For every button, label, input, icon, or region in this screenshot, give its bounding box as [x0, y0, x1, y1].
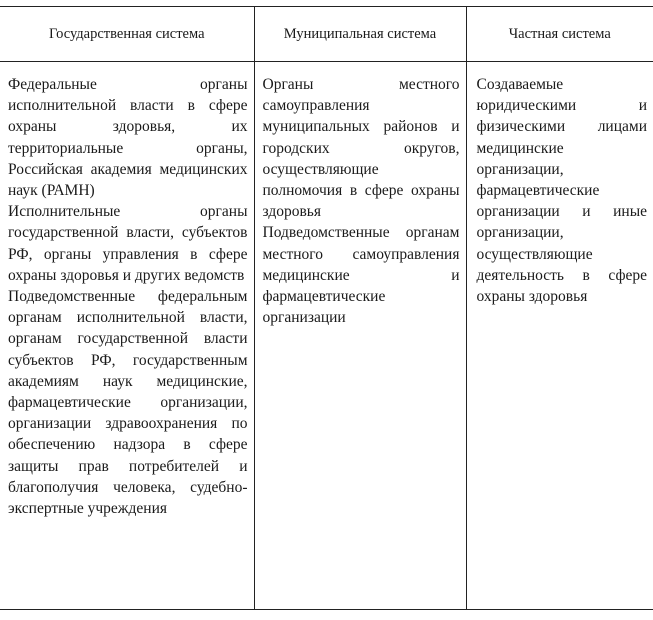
state-federal-bodies: Федеральные органы исполнительной власти в сфере охраны здоровья, их территориальные органы, Российская академия медицинских наук (РАМН) — [8, 76, 248, 200]
cell-private-system — [466, 62, 653, 610]
state-subordinate-organizations: Подведомственные федеральным органам исполнительной власти, органам государственной власти субъектов РФ, государственным академиям наук медицинские, фармацевтические организации, организации здравоохранения по обеспечению надзора в сфере защиты прав потребителей и благополучия человека, судебно-экспертные учреждения — [8, 288, 248, 518]
municipal-self-government-bodies: Органы местного самоуправления муниципальных районов и городских округов, осуществляющие полномочия в сфере охраны здоровья — [262, 76, 460, 221]
municipal-subordinate-organizations: Подведомственные органам местного самоуправления медицинские и фармацевтические организации — [262, 224, 460, 327]
state-regional-bodies: Исполнительные органы государственной власти, субъектов РФ, органы управления в сфере охраны здоровья и других ведомств — [8, 203, 248, 284]
header-municipal-system: Муниципальная система — [254, 7, 466, 62]
header-row — [0, 7, 653, 62]
header-state-system: Государственная система — [0, 7, 254, 62]
cell-state-system — [0, 62, 254, 610]
table-row — [0, 62, 653, 610]
header-private-system: Частная система — [466, 7, 653, 62]
cell-municipal-system — [254, 62, 466, 610]
private-organizations: Создаваемые юридическими и физическими лицами медицинские организации, фармацевтические организации и иные организации, осуществляющие деятельность в сфере охраны здоровья — [476, 76, 647, 306]
health-systems-table — [0, 6, 653, 610]
